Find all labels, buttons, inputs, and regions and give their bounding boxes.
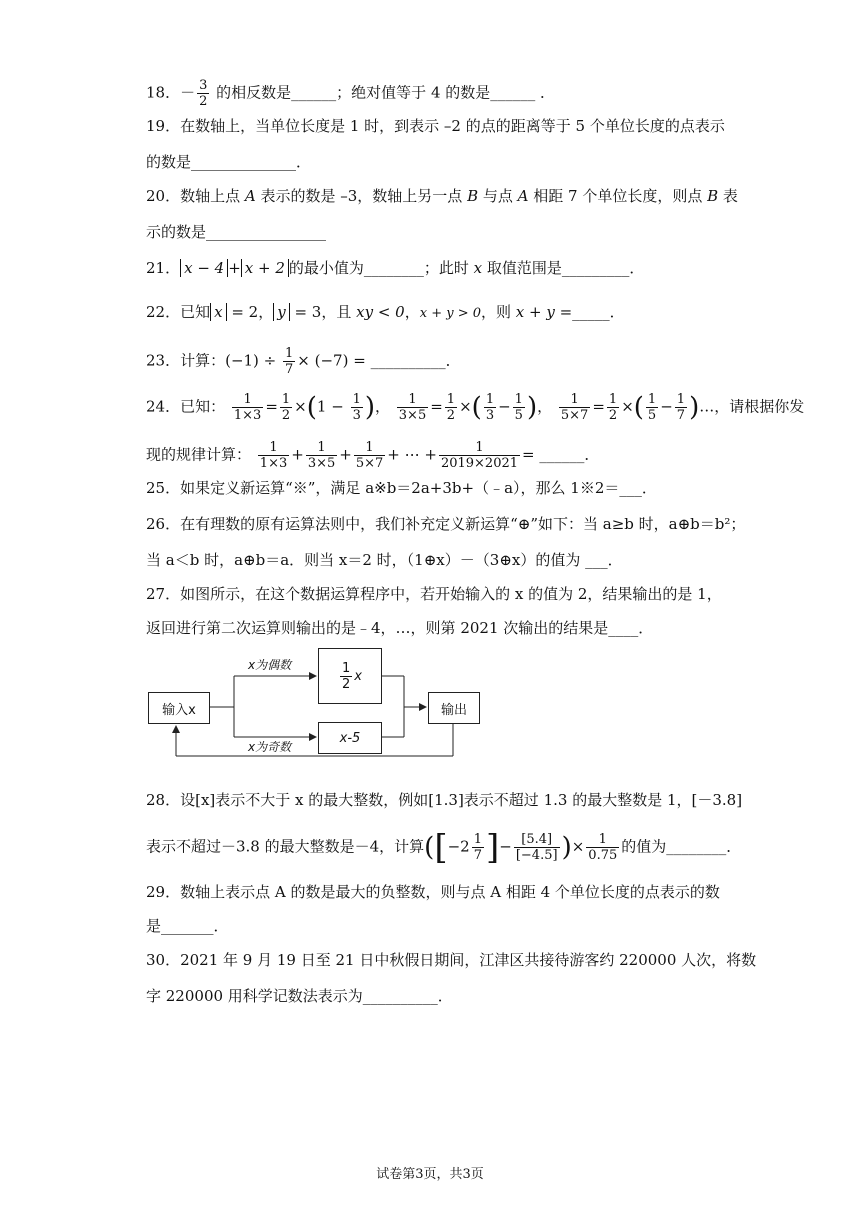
q28-mixed-num: 1	[473, 832, 482, 847]
q24-t2b-den: 5	[514, 408, 523, 423]
q24-t1: 1 −	[316, 397, 349, 416]
q29-line1: 29．数轴上表示点 A 的数是最大的负整数，则与点 A 相距 4 个单位长度的点表示的数	[146, 883, 720, 901]
q20-t1: 20．数轴上点	[146, 187, 245, 205]
q24-half1-den: 2	[281, 408, 291, 423]
q22	[146, 302, 625, 324]
q24-t2a-num: 1	[485, 392, 495, 407]
q18-number: 18．	[146, 83, 181, 102]
q24-f3-num: 1	[570, 392, 579, 407]
q18-frac-num: 3	[199, 78, 208, 93]
q24-s4-num: 1	[475, 440, 484, 455]
q30-line1: 30．2021 年 9 月 19 日至 21 日中秋假日期间，江津区共接待游客约 220000 人次，将数	[146, 951, 757, 969]
q21	[146, 258, 644, 278]
q24-t3b-den: 7	[676, 408, 686, 423]
q22-eq2: = 3，且	[289, 303, 357, 321]
q24-s1	[258, 440, 289, 471]
q24-t2a	[484, 392, 496, 423]
page-footer: 试卷第3页，共3页	[376, 1167, 484, 1182]
q19-line1: 19．在数轴上，当单位长度是 1 时，到表示 –2 的点的距离等于 5 个单位长度的点表示	[146, 117, 725, 135]
q28-mixed	[472, 832, 484, 863]
q23-expr-a: (−1) ÷	[225, 351, 282, 370]
q20-point-a: A	[244, 187, 256, 205]
even-label: x为偶数	[248, 658, 292, 672]
half-x: x	[354, 668, 362, 684]
q21-number: 21．	[146, 259, 181, 277]
q23-blank: __________．	[370, 351, 461, 370]
q28-line1: 28．设[x]表示不大于 x 的最大整数，例如[1.3]表示不超过 1.3 的最大整数是 1，[－3.8]	[146, 791, 743, 809]
q24-f1-den: 1×3	[233, 408, 262, 423]
q24-f3	[559, 392, 590, 423]
q28-t1: 表示不超过－3.8 的最大整数是－4，计算	[146, 837, 425, 856]
q24-tail: …，请根据你发	[699, 397, 805, 416]
q21-abs2: x + 2	[241, 259, 289, 277]
q19-line2: 的数是______________．	[146, 153, 312, 171]
q24-half1	[280, 392, 292, 423]
output-box: 输出	[428, 692, 480, 724]
q24-t2b	[513, 392, 525, 423]
q20-point-b: B	[467, 187, 479, 205]
q28-mixed-den: 7	[473, 848, 482, 863]
half-num: 1	[342, 660, 351, 676]
q28-line2: 表示不超过－3.8 的最大整数是－4，计算([−2 $\frac{1}{7}$ ]− $\frac{[5.4]}{[-4.5]}$ )× $\frac{1}{0.75}$ 的值为________．	[146, 827, 742, 868]
q24-half3	[607, 392, 619, 423]
q24-half3-den: 2	[608, 408, 618, 423]
q24-end: = ______．	[522, 445, 600, 464]
q22-abs-y: y	[273, 303, 289, 321]
q24-s4-den: 2019×2021	[440, 456, 519, 471]
q18	[146, 78, 555, 109]
q28-bfrac	[514, 832, 560, 863]
q22-cond1: xy < 0	[356, 303, 405, 321]
q24-s2-den: 3×5	[307, 456, 336, 471]
q24-half2	[445, 392, 457, 423]
q23-expr-b: × (−7) =	[297, 351, 371, 370]
q24-s3	[354, 440, 385, 471]
q28-pfrac	[586, 832, 619, 863]
q22-expr: x + y =	[515, 303, 573, 321]
q18-fraction	[197, 78, 209, 109]
q22-then: ，则	[481, 303, 516, 321]
q23	[146, 346, 461, 377]
q20-t4: 相距 7 个单位长度，则点	[528, 187, 708, 205]
q24-s1-num: 1	[269, 440, 278, 455]
q27-line1: 27．如图所示，在这个数据运算程序中，若开始输入的 x 的值为 2，结果输出的是 1，	[146, 585, 722, 603]
q24-t3a-den: 5	[647, 408, 657, 423]
q24-s3-den: 5×7	[355, 456, 384, 471]
q24-half3-num: 1	[608, 392, 618, 407]
odd-label: x为奇数	[248, 740, 292, 754]
q29-line2: 是_______．	[146, 917, 229, 935]
q24-f2	[397, 392, 428, 423]
q18-neg: －	[180, 83, 196, 102]
q21-t2: 取值范围是_________．	[482, 259, 645, 277]
q18-frac-den: 2	[199, 94, 208, 109]
q24-s3-num: 1	[365, 440, 374, 455]
q28-pfrac-num: 1	[598, 832, 607, 847]
q20-point-b2: B	[707, 187, 719, 205]
q24-t3a	[646, 392, 658, 423]
q22-cond2: x + y > 0	[419, 306, 481, 321]
q24-line2: 现的规律计算： $\frac{1}{1\times 3}$ + $\frac{1}{3\times 5}$ + $\frac{1}{5\times 7}$ + ⋯ + $\frac{1}{2019\times 2021}$ = ______．	[146, 440, 600, 471]
q22-eq1: = 2，	[226, 303, 274, 321]
q21-t1: 的最小值为________；此时	[288, 259, 474, 277]
q23-number: 23．计算：	[146, 351, 226, 370]
q24-half2-num: 1	[446, 392, 456, 407]
q24-f3-den: 5×7	[560, 408, 589, 423]
q24-s4	[439, 440, 520, 471]
q20-t2: 表示的数是 –3，数轴上另一点	[255, 187, 468, 205]
q24-t1-den: 3	[352, 408, 361, 423]
q24-line1: 24．已知： $\frac{1}{1\times 3}$ = $\frac{1}{2}$ ×(1 − $\frac{1}{3}$ )， $\frac{1}{3\times 5}$ = $\frac{1}{2}$ ×( $\frac{1}{3}$ − $\frac{1}{5}$ )， $\frac{1}{5\times 7}$ = $\frac{1}{2}$ ×( $\frac{1}{5}$ − $\frac{1}{7}$ )…，请根据你发	[146, 392, 805, 423]
q24-half2-den: 2	[446, 408, 456, 423]
q28-bfrac-den: [−4.5]	[515, 848, 558, 863]
q24-f2-num: 1	[408, 392, 417, 407]
q22-abs-x: x	[210, 303, 226, 321]
q24-t2a-den: 3	[485, 408, 495, 423]
q21-abs1: x − 4	[180, 259, 228, 277]
q24-half1-num: 1	[281, 392, 291, 407]
q27-line2: 返回进行第二次运算则输出的是﹣4，…，则第 2021 次输出的结果是____．	[146, 619, 654, 637]
q24-s2-num: 1	[317, 440, 326, 455]
q28-bfrac-num: [5.4]	[521, 832, 553, 847]
q24-f2-den: 3×5	[398, 408, 427, 423]
q26-line1: 26．在有理数的原有运算法则中，我们补充定义新运算“⊕”如下：当 a≥b 时，a⊕b＝b²；	[146, 515, 746, 533]
q25: 25．如果定义新运算“※”，满足 a※b＝2a+3b+（﹣a），那么 1※2＝___．	[146, 479, 657, 497]
half-box	[318, 648, 382, 704]
q24-t3b	[675, 392, 687, 423]
q24-f1-num: 1	[243, 392, 252, 407]
q24-t1-num: 1	[352, 392, 361, 407]
q22-number: 22．已知	[146, 303, 211, 321]
q24-t1-frac	[351, 392, 363, 423]
q20-line2: 示的数是________________	[146, 223, 327, 241]
q22-sep: ，	[404, 303, 420, 321]
q23-frac-den: 7	[285, 362, 294, 377]
q24-t2b-num: 1	[514, 392, 523, 407]
q28-m1: −2	[447, 837, 470, 856]
q18-text: 的相反数是______；绝对值等于 4 的数是______ ．	[216, 83, 556, 102]
q24-dots: + ⋯ +	[387, 445, 437, 464]
q24-f1	[232, 392, 263, 423]
q20-t3: 与点	[478, 187, 518, 205]
q26-line2: 当 a＜b 时，a⊕b＝a．则当 x＝2 时，（1⊕x）－（3⊕x）的值为 ___．	[146, 551, 623, 569]
flowchart	[146, 640, 486, 760]
q28-pfrac-den: 0.75	[588, 848, 618, 863]
q20-t5: 表	[718, 187, 738, 205]
q30-line2: 字 220000 用科学记数法表示为__________．	[146, 987, 453, 1005]
q24-number: 24．已知：	[146, 397, 226, 416]
q28-times: ×	[571, 837, 585, 856]
q24-s2	[306, 440, 337, 471]
q24-t3b-num: 1	[676, 392, 686, 407]
q24-s1-den: 1×3	[259, 456, 288, 471]
q21-x: x	[473, 259, 483, 277]
q24-line2-text: 现的规律计算：	[146, 445, 252, 464]
q20-line1	[146, 186, 738, 206]
q23-fraction	[283, 346, 295, 377]
input-box: 输入x	[148, 692, 210, 724]
q22-blank: _____．	[572, 303, 625, 321]
q20-point-a2: A	[517, 187, 529, 205]
half-frac	[340, 661, 352, 692]
q24-t3a-num: 1	[647, 392, 657, 407]
q21-plus: +	[228, 259, 241, 277]
half-den: 2	[342, 676, 351, 692]
q23-frac-num: 1	[285, 346, 294, 361]
q28-t2: 的值为________．	[621, 837, 742, 856]
minus5-box: x-5	[318, 722, 382, 754]
